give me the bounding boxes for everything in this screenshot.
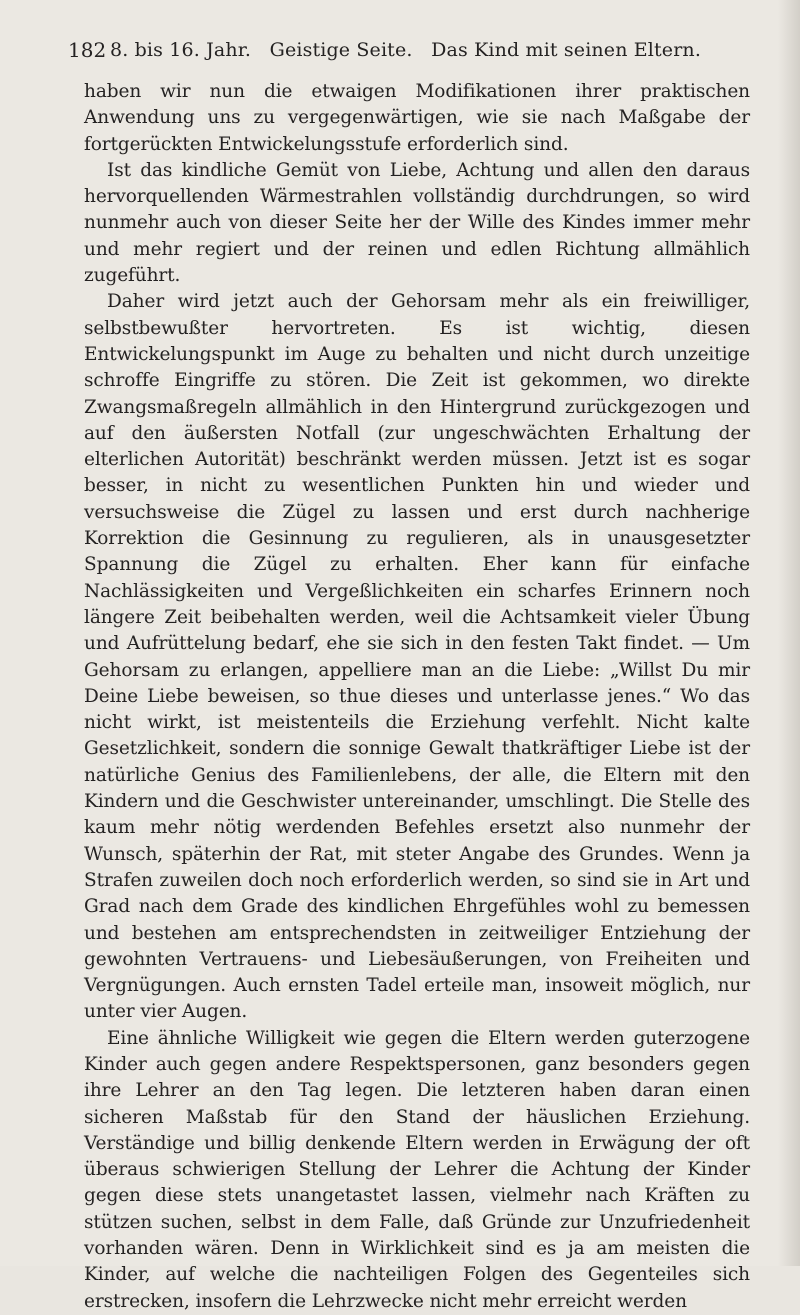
paragraph-continuation: haben wir nun die etwaigen Modifikationen ihrer praktischen Anwendung uns zu vergegenwärtigen, wie sie nach Maßgabe der fortgerückten Entwickelungsstufe erforderlich sind. [84,81,750,155]
running-title: 8. bis 16. Jahr. Geistige Seite. Das Kind mit seinen Eltern. [110,39,702,61]
paragraph-respektspersonen: Eine ähnliche Willigkeit wie gegen die Eltern werden guterzogene Kinder auch gegen andere Respektspersonen, ganz besonders gegen ihre Lehrer an den Tag legen. Die letzteren haben daran einen sicheren Maßstab für den Stand der häuslichen Erziehung. Verständige und billig denkende Eltern werden in Erwägung der oft überaus schwierigen Stellung der Lehrer die Achtung der Kinder gegen diese stets unangetastet lassen, vielmehr nach Kräften zu stützen suchen, selbst in dem Falle, daß Gründe zur Unzufriedenheit vorhanden wären. Denn in Wirklichkeit sind es ja am meisten die Kinder, auf welche die nachteiligen Folgen des Gegenteiles sich erstrecken, insofern die Lehrzwecke nicht mehr erreicht werden [84,1027,750,1312]
paragraph-gehorsam: Daher wird jetzt auch der Gehorsam mehr als ein freiwilliger, selbstbewußter hervortreten. Es ist wichtig, diesen Entwickelungspunkt im Auge zu behalten und nicht durch unzeitige schroffe Eingriffe zu stören. Die Zeit ist gekommen, wo direkte Zwangsmaßregeln allmählich in den Hintergrund zurückgezogen und auf den äußersten Notfall (zur ungeschwächten Erhaltung der elterlichen Autorität) beschränkt werden müssen. Jetzt ist es sogar besser, in nicht zu wesentlichen Punkten hin und wieder und versuchsweise die Zügel zu lassen und erst durch nachherige Korrektion die Gesinnung zu regulieren, als in unausgesetzter Spannung die Zügel zu erhalten. Eher kann für einfache Nachlässigkeiten und Vergeßlichkeiten ein scharfes Erinnern noch längere Zeit beibehalten werden, weil die Achtsamkeit vieler Übung und Aufrüttelung bedarf, ehe sie sich in den festen Takt findet. — Um Gehorsam zu erlangen, appelliere man an die Liebe: „Willst Du mir Deine Liebe beweisen, so thue dieses und unterlasse jenes.“ Wo das nicht wirkt, ist meistenteils die Erziehung verfehlt. Nicht kalte Gesetzlichkeit, sondern die sonnige Gewalt thatkräftiger Liebe ist der natürliche Genius des Familienlebens, der alle, die Eltern mit den Kindern und die Geschwister untereinander, umschlingt. Die Stelle des kaum mehr nötig werdenden Befehles ersetzt also nunmehr der Wunsch, späterhin der Rat, mit steter Angabe des Grundes. Wenn ja Strafen zuweilen doch noch erforderlich werden, so sind sie in Art und Grad nach dem Grade des kindlichen Ehrgefühles wohl zu bemessen und bestehen am entsprechendsten in zeitweiliger Entziehung der gewohnten Vertrauens- und Liebesäußerungen, von Freiheiten und Vergnügungen. Auch ernsten Tadel erteile man, insoweit möglich, nur unter vier Augen. [84,291,750,1023]
paragraph-gemuet: Ist das kindliche Gemüt von Liebe, Achtung und allen den daraus hervorquellenden Wärmestrahlen vollständig durchdrungen, so wird nunmehr auch von dieser Seite her der Wille des Kindes immer mehr und mehr regiert und der reinen und edlen Richtung allmählich zugeführt. [84,159,750,287]
body-text [84,79,750,1315]
page-header [68,38,748,68]
page-number: 182 [68,38,107,62]
page-edge-shadow [778,0,800,1266]
